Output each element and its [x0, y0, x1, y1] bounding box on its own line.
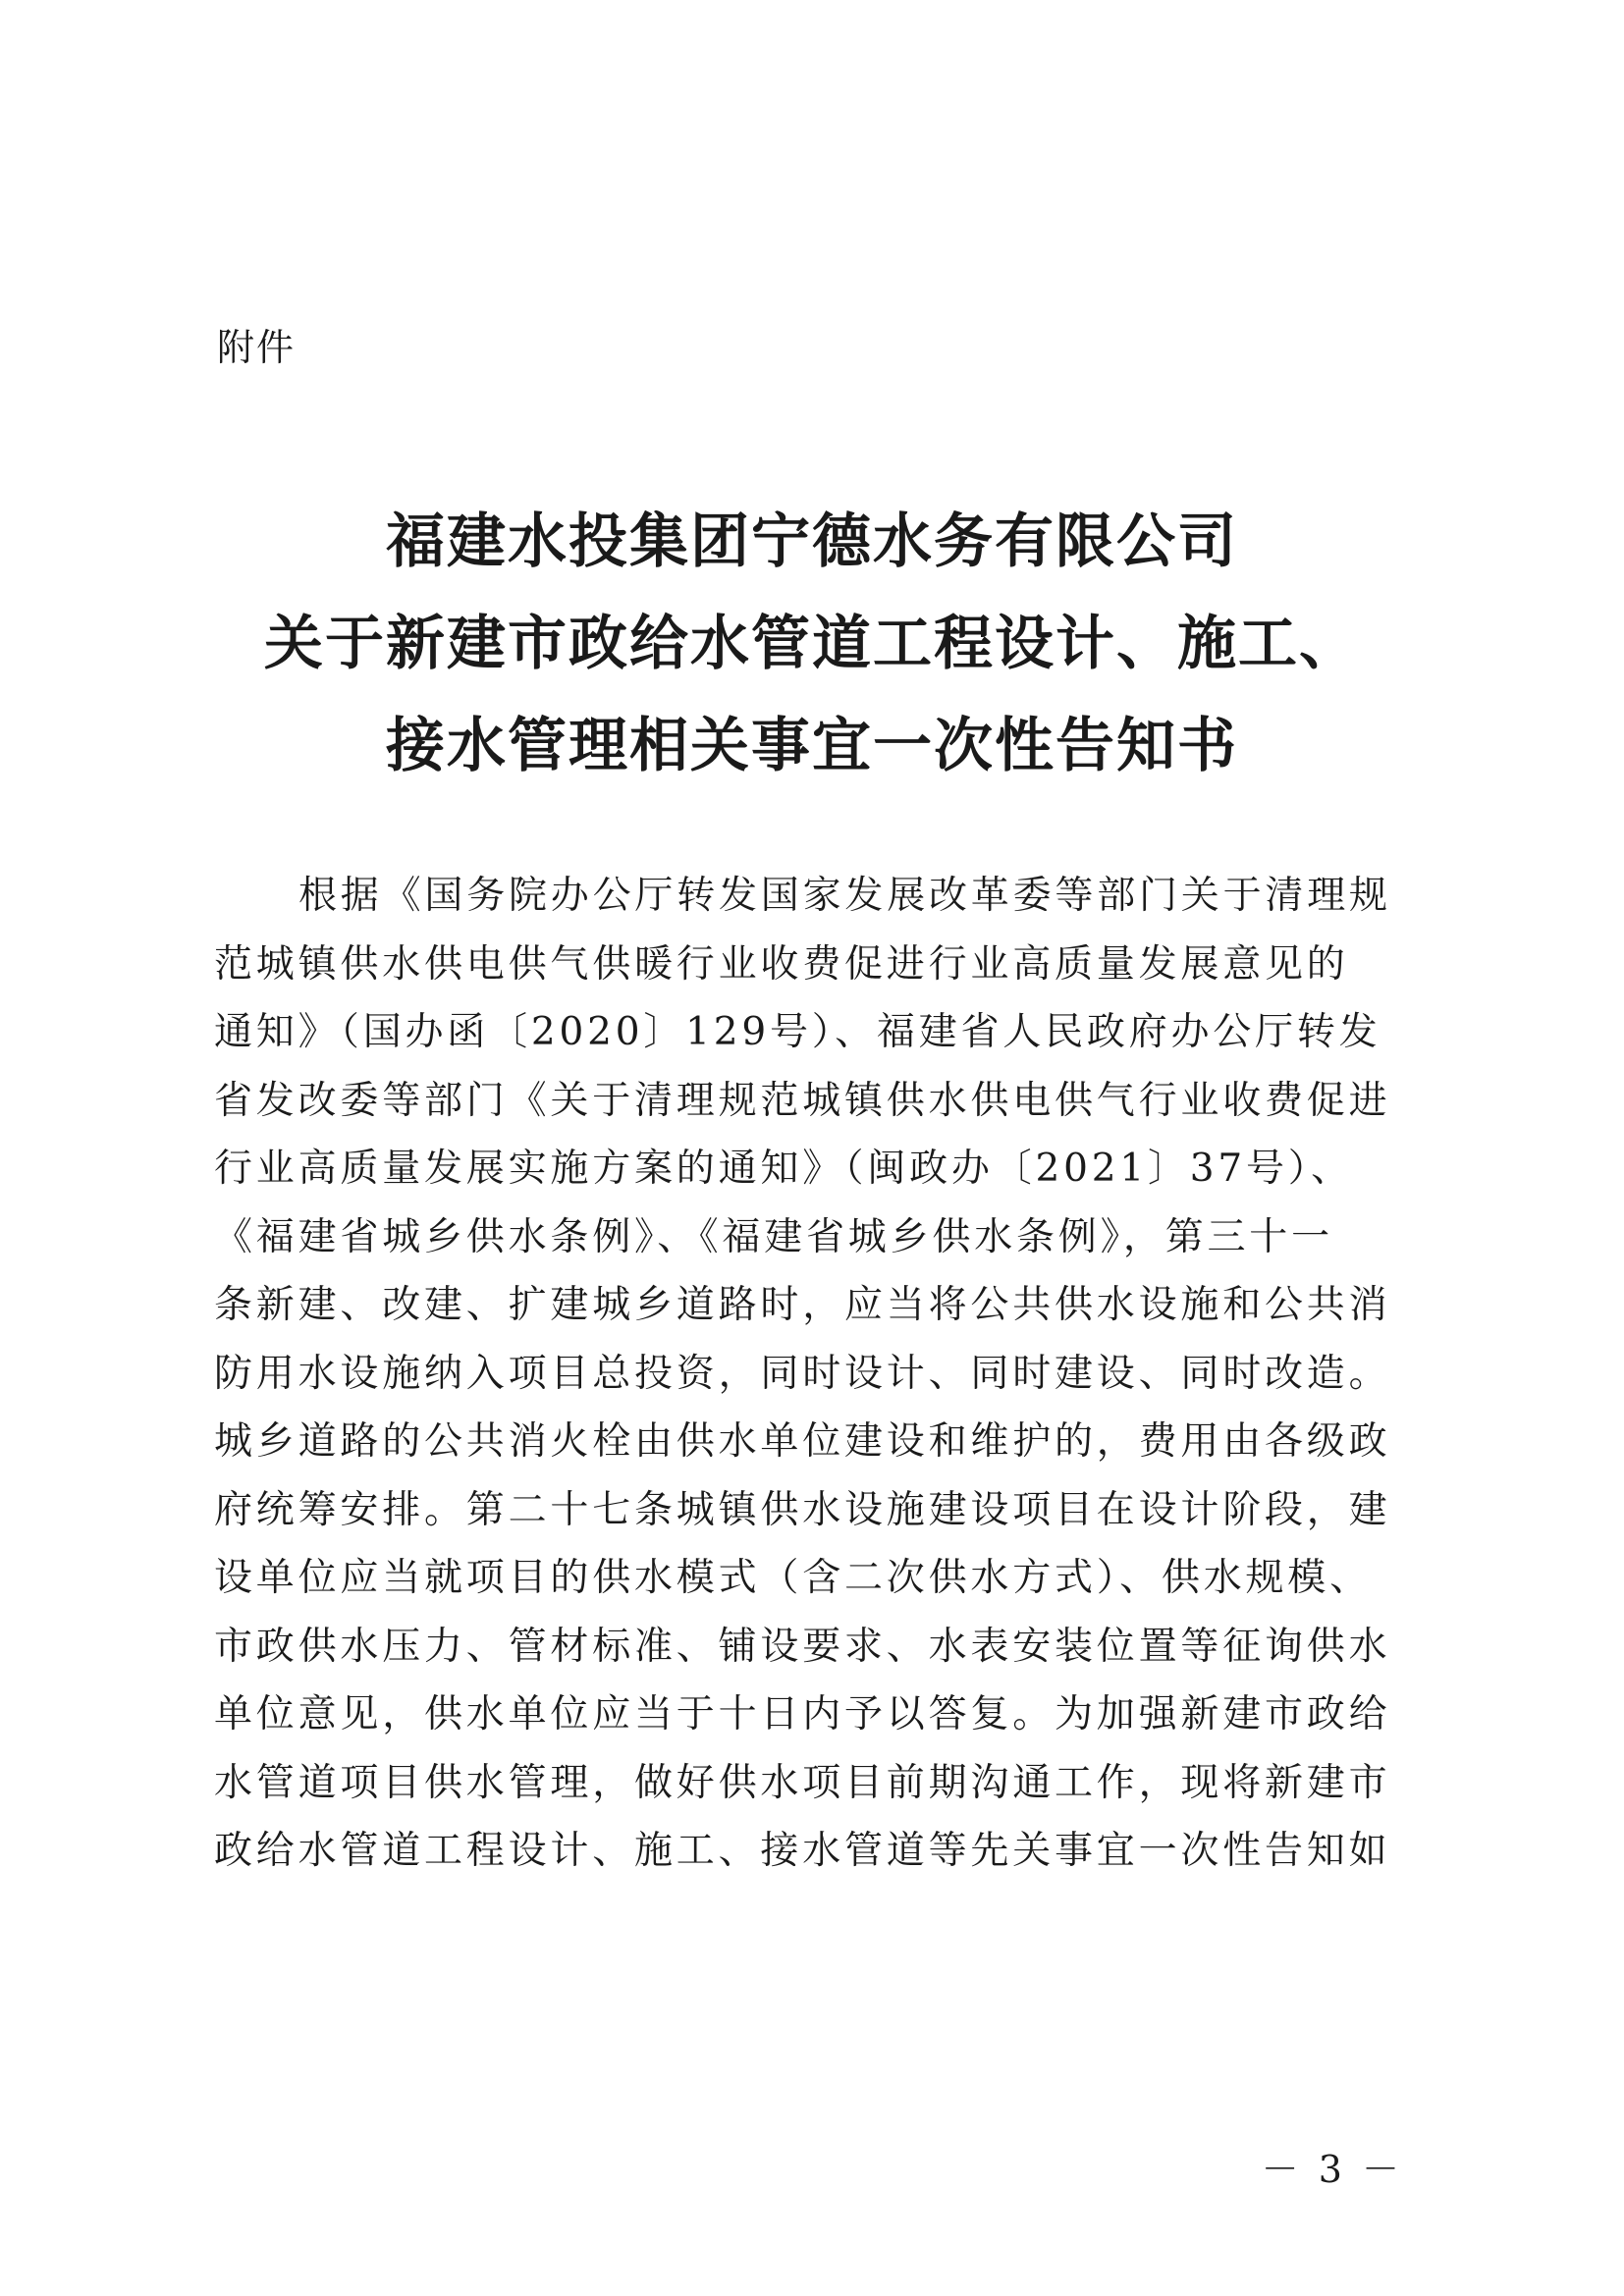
- body-line: 通知》（国办函〔2020〕129号）、福建省人民政府办公厅转发: [214, 1010, 1381, 1054]
- page-number: － 3 －: [1261, 2148, 1403, 2191]
- title-line-3: 接水管理相关事宜一次性告知书: [386, 712, 1238, 780]
- body-line: 城乡道路的公共消火栓由供水单位建设和维护的，费用由各级政: [214, 1419, 1391, 1464]
- body-line: 根据《国务院办公厅转发国家发展改革委等部门关于清理规: [298, 874, 1391, 918]
- body-line: 设单位应当就项目的供水模式（含二次供水方式）、供水规模、: [214, 1556, 1372, 1600]
- body-line: 单位意见，供水单位应当于十日内予以答复。为加强新建市政给: [214, 1692, 1391, 1736]
- document-title: [196, 491, 1428, 797]
- attachment-label: 附件: [217, 326, 297, 369]
- title-line-1: 福建水投集团宁德水务有限公司: [386, 507, 1238, 576]
- body-line: 条新建、改建、扩建城乡道路时，应当将公共供水设施和公共消: [214, 1283, 1391, 1327]
- title-line-2: 关于新建市政给水管道工程设计、施工、: [264, 610, 1360, 678]
- body-line: 市政供水压力、管材标准、铺设要求、水表安装位置等征询供水: [214, 1624, 1391, 1669]
- body-line: 省发改委等部门《关于清理规范城镇供水供电供气行业收费促进: [214, 1078, 1391, 1123]
- body-line: 政给水管道工程设计、施工、接水管道等先关事宜一次性告知如: [214, 1829, 1391, 1873]
- body-line: 范城镇供水供电供气供暖行业收费促进行业高质量发展意见的: [214, 941, 1349, 987]
- body-line: 防用水设施纳入项目总投资，同时设计、同时建设、同时改造。: [214, 1351, 1391, 1396]
- body-paragraph: [214, 862, 1422, 1886]
- body-line: 水管道项目供水管理，做好供水项目前期沟通工作，现将新建市: [214, 1760, 1391, 1805]
- body-line: 府统筹安排。第二十七条城镇供水设施建设项目在设计阶段，建: [214, 1487, 1391, 1532]
- body-line: 行业高质量发展实施方案的通知》（闽政办〔2021〕37号）、: [214, 1147, 1353, 1191]
- body-line: 《福建省城乡供水条例》、《福建省城乡供水条例》，第三十一: [214, 1214, 1333, 1259]
